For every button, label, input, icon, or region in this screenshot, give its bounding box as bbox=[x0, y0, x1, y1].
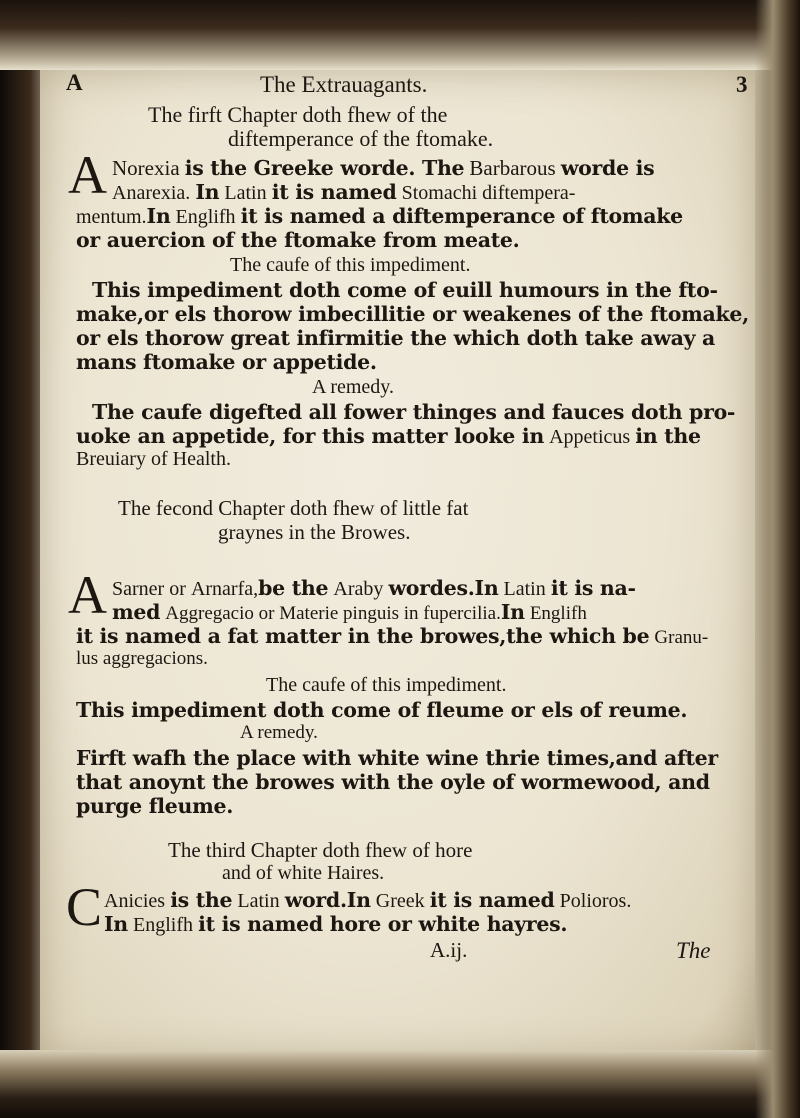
chapter3-drop-cap: C bbox=[66, 877, 103, 937]
chapter2-heading-line1: The fecond Chapter doth fhew of little fat bbox=[118, 496, 469, 520]
chapter1-cause-line2: make,or els thorow imbecillitie or weakenes of the ftomake, bbox=[76, 302, 749, 326]
chapter2-drop-cap: A bbox=[68, 565, 107, 625]
chapter2-remedy-line1: Firft wafh the place with white wine thrie times,and after bbox=[76, 746, 718, 770]
chapter1-p1-line2: Anarexia. In Latin it is named Stomachi diftempera- bbox=[112, 180, 576, 204]
chapter1-remedy-line3: Breuiary of Health. bbox=[76, 448, 231, 470]
chapter2-p1-line2: med Aggregacio or Materie pinguis in fuperciliа.In Englifh bbox=[112, 600, 587, 624]
footer-signature-mark: A.ij. bbox=[430, 938, 468, 962]
chapter2-remedy-line2: that anoynt the browes with the oyle of wormewood, and bbox=[76, 770, 710, 794]
page-signature: 3 bbox=[736, 72, 748, 97]
chapter1-drop-cap: A bbox=[68, 145, 107, 205]
chapter3-heading-line1: The third Chapter doth fhew of hore bbox=[168, 838, 473, 862]
page-top-shadow bbox=[0, 0, 800, 70]
chapter3-p1-line2: In Englifh it is named hore or white hayres. bbox=[104, 912, 568, 936]
chapter1-p1-line4: or auercion of the ftomake from meate. bbox=[76, 228, 520, 252]
page-bottom-shadow bbox=[0, 1050, 800, 1118]
chapter1-remedy-line1: The caufe digefted all fower thinges and fauces doth pro- bbox=[92, 400, 736, 424]
chapter1-heading-line1: The firft Chapter doth fhew of the bbox=[148, 102, 448, 127]
chapter2-p1-line1: Sarner or Arnarfa,be the Araby wordes.In Latin it is na- bbox=[112, 576, 636, 600]
header-left-mark: A bbox=[66, 70, 83, 95]
chapter2-cause-heading: The caufe of this impediment. bbox=[266, 674, 507, 696]
chapter2-remedy-line3: purge fleume. bbox=[76, 794, 234, 818]
chapter2-heading-line2: graynes in the Browes. bbox=[218, 520, 411, 544]
chapter1-p1-line3: mentum.In Englifh it is named a diftemperance of ftomake bbox=[76, 204, 683, 228]
binding-edge bbox=[755, 0, 800, 1118]
chapter1-remedy-heading: A remedy. bbox=[312, 376, 395, 398]
chapter2-p1-line4: lus aggregacions. bbox=[76, 648, 208, 669]
chapter1-heading-line2: diftemperance of the ftomake. bbox=[228, 126, 494, 151]
chapter2-remedy-heading: A remedy. bbox=[240, 722, 318, 743]
chapter1-remedy-line2: uoke an appetide, for this matter looke in Appeticus in the bbox=[76, 424, 701, 448]
chapter1-cause-line1: This impediment doth come of euill humours in the fto- bbox=[92, 278, 718, 302]
chapter1-cause-heading: The caufe of this impediment. bbox=[230, 254, 471, 276]
chapter3-p1-line1: Anicies is the Latin word.In Greek it is named Polioros. bbox=[104, 888, 632, 912]
chapter1-cause-line3: or els thorow great infirmitie the which doth take away a bbox=[76, 326, 716, 350]
chapter1-cause-line4: mans ftomake or appetide. bbox=[76, 350, 377, 374]
chapter2-cause-line1: This impediment doth come of fleume or els of reume. bbox=[76, 698, 688, 722]
footer-catchword: The bbox=[676, 938, 711, 963]
chapter3-heading-line2: and of white Haires. bbox=[222, 862, 385, 884]
chapter1-p1-line1: Norexia is the Greeke worde. The Barbarous worde is bbox=[112, 156, 655, 180]
running-title: The Extrauagants. bbox=[260, 72, 428, 97]
chapter2-p1-line3: it is named a fat matter in the browes,the which be Granu- bbox=[76, 624, 709, 648]
